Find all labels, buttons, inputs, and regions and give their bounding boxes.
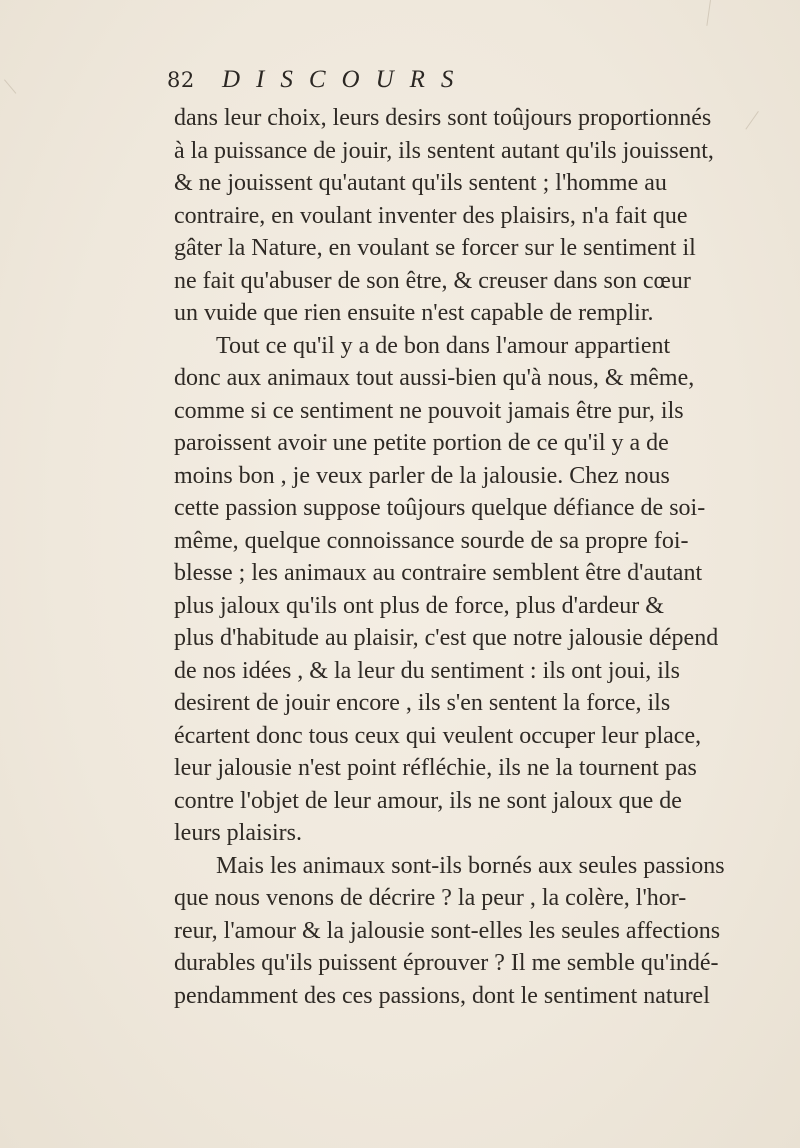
text-line: desirent de jouir encore , ils s'en sentent la force, ils (174, 690, 671, 716)
text-line: moins bon , je veux parler de la jalousie. Chez nous (174, 462, 670, 489)
page-header (167, 66, 667, 100)
text-line: gâter la Nature, en voulant se forcer sur le sentiment il (174, 235, 696, 261)
page-number: 82 (167, 68, 195, 92)
paper-crease-mark (4, 79, 16, 93)
running-title: DISCOURS (222, 66, 470, 93)
text-line: un vuide que rien ensuite n'est capable de remplir. (174, 300, 654, 326)
text-line: plus jaloux qu'ils ont plus de force, plus d'ardeur & (174, 592, 664, 619)
text-line: leur jalousie n'est point réfléchie, ils ne la tournent pas (174, 755, 697, 781)
text-line: comme si ce sentiment ne pouvoit jamais être pur, ils (174, 397, 684, 424)
text-line: à la puissance de jouir, ils sentent autant qu'ils jouissent, (174, 137, 714, 164)
text-line: leurs plaisirs. (174, 820, 302, 846)
text-line: cette passion suppose toûjours quelque défiance de soi- (174, 495, 706, 521)
text-line: que nous venons de décrire ? la peur , la colère, l'hor- (174, 885, 687, 911)
text-line: contre l'objet de leur amour, ils ne sont jaloux que de (174, 787, 682, 814)
body-text (174, 102, 734, 1012)
text-line: écartent donc tous ceux qui veulent occuper leur place, (174, 722, 702, 749)
text-line: ne fait qu'abuser de son être, & creuser dans son cœur (174, 267, 691, 294)
text-line: durables qu'ils puissent éprouver ? Il me semble qu'indé- (174, 950, 719, 976)
text-line: & ne jouissent qu'autant qu'ils sentent ; l'homme au (174, 170, 667, 196)
text-line: paroissent avoir une petite portion de ce qu'il y a de (174, 430, 669, 456)
text-line: plus d'habitude au plaisir, c'est que notre jalousie dépend (174, 625, 719, 651)
paper-crease-mark (745, 111, 758, 130)
text-line: pendamment des ces passions, dont le sentiment naturel (174, 982, 710, 1009)
text-line: de nos idées , & la leur du sentiment : ils ont joui, ils (174, 657, 680, 684)
text-line: contraire, en voulant inventer des plaisirs, n'a fait que (174, 202, 688, 229)
text-line: dans leur choix, leurs desirs sont toûjours proportionnés (174, 105, 712, 131)
text-line: donc aux animaux tout aussi-bien qu'à nous, & même, (174, 365, 695, 391)
text-line: blesse ; les animaux au contraire semblent être d'autant (174, 560, 703, 586)
paragraph-start-line: Mais les animaux sont-ils bornés aux seules passions (216, 852, 725, 879)
paper-crease-mark (706, 0, 711, 26)
paragraph-start-line: Tout ce qu'il y a de bon dans l'amour appartient (216, 332, 671, 359)
text-line: même, quelque connoissance sourde de sa propre foi- (174, 527, 689, 554)
text-line: reur, l'amour & la jalousie sont-elles les seules affections (174, 917, 721, 944)
